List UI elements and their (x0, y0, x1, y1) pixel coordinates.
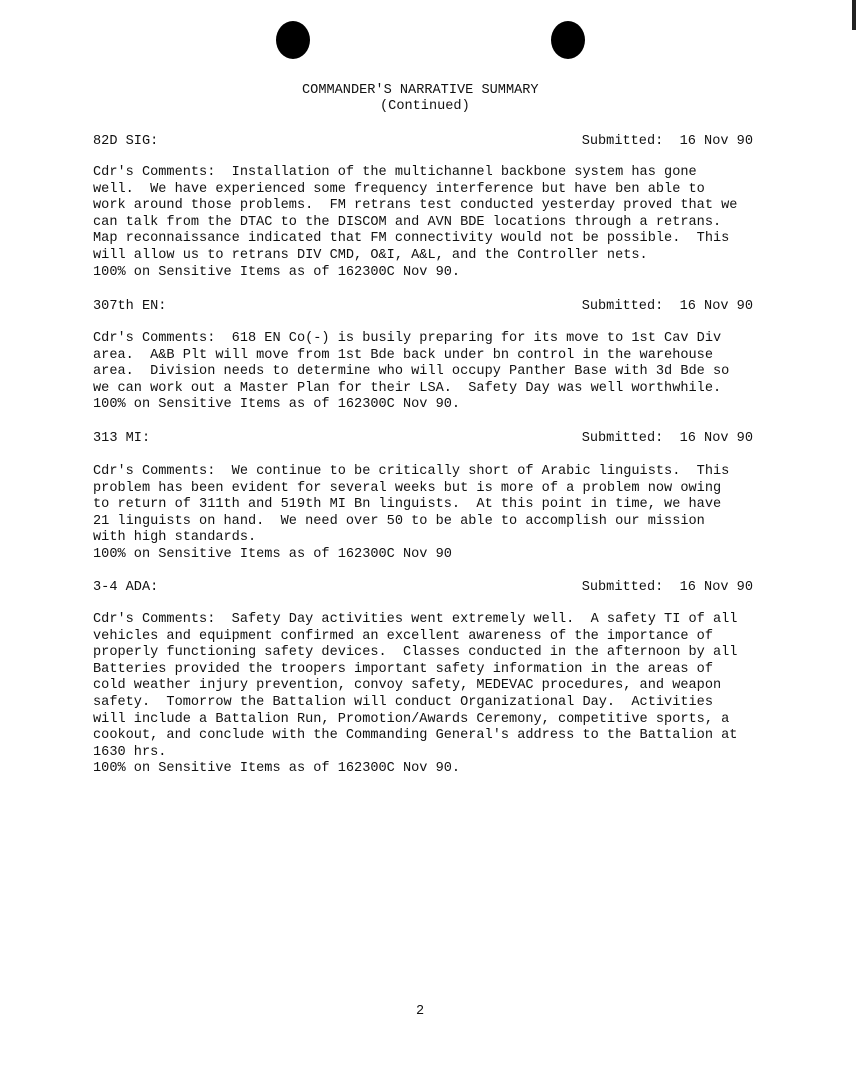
commander-comments (93, 612, 737, 778)
unit-name: 3-4 ADA: (93, 580, 159, 595)
unit-name: 313 MI: (93, 431, 151, 446)
comment-line: can talk from the DTAC to the DISCOM and AVN BDE locations through a retrans. (93, 214, 722, 230)
comment-line: cold weather injury prevention, convoy safety, MEDEVAC procedures, and weapon (93, 678, 722, 694)
comment-line: 100% on Sensitive Items as of 162300C Nov 90. (93, 397, 461, 413)
comment-line: vehicles and equipment confirmed an excellent awareness of the importance of (93, 628, 713, 644)
section-header (93, 431, 753, 446)
comment-line: safety. Tomorrow the Battalion will conduct Organizational Day. Activities (93, 694, 713, 710)
unit-name: 307th EN: (93, 299, 167, 314)
submitted-date: Submitted: 16 Nov 90 (581, 299, 753, 314)
comment-line: Cdr's Comments: Installation of the multichannel backbone system has gone (93, 165, 697, 180)
comment-line: Cdr's Comments: 618 EN Co(-) is busily preparing for its move to 1st Cav Div (93, 331, 722, 346)
document-subtitle: (Continued) (380, 99, 470, 114)
punch-hole-right (551, 21, 585, 59)
comment-line: work around those problems. FM retrans test conducted yesterday proved that we (93, 198, 738, 214)
comment-line: will allow us to retrans DIV CMD, O&I, A&L, and the Controller nets. (93, 247, 648, 263)
comment-line: to return of 311th and 519th MI Bn linguists. At this point in time, we have (93, 497, 722, 513)
comment-line: cookout, and conclude with the Commanding General's address to the Battalion at (93, 728, 738, 744)
commander-comments (93, 165, 737, 281)
comment-line: problem has been evident for several weeks but is more of a problem now owing (93, 480, 722, 496)
comment-line: Map reconnaissance indicated that FM connectivity would not be possible. This (93, 231, 730, 247)
section-header (93, 134, 753, 149)
comment-line: we can work out a Master Plan for their LSA. Safety Day was well worthwhile. (93, 380, 722, 396)
comment-line: 100% on Sensitive Items as of 162300C Nov 90. (93, 264, 461, 280)
comment-line: well. We have experienced some frequency interference but have ben able to (93, 181, 705, 197)
comment-line: Cdr's Comments: Safety Day activities went extremely well. A safety TI of all (93, 612, 738, 627)
comment-line: with high standards. (93, 530, 257, 546)
comment-line: properly functioning safety devices. Classes conducted in the afternoon by all (93, 645, 738, 661)
commander-comments (93, 464, 729, 564)
unit-name: 82D SIG: (93, 134, 159, 149)
comment-line: 21 linguists on hand. We need over 50 to be able to accomplish our mission (93, 513, 705, 529)
punch-hole-left (276, 21, 310, 59)
comment-line: 1630 hrs. (93, 744, 167, 760)
comment-line: 100% on Sensitive Items as of 162300C Nov 90 (93, 546, 452, 562)
commander-comments (93, 331, 729, 414)
comment-line: Batteries provided the troopers important safety information in the areas of (93, 661, 713, 677)
scan-edge (852, 0, 856, 1088)
comment-line: area. A&B Plt will move from 1st Bde back under bn control in the warehouse (93, 347, 713, 363)
section-header (93, 299, 753, 314)
comment-line: 100% on Sensitive Items as of 162300C Nov 90. (93, 761, 461, 777)
submitted-date: Submitted: 16 Nov 90 (581, 134, 753, 149)
comment-line: will include a Battalion Run, Promotion/Awards Ceremony, competitive sports, a (93, 711, 730, 727)
page-number: 2 (416, 1004, 425, 1019)
document-title: COMMANDER'S NARRATIVE SUMMARY (302, 83, 539, 98)
submitted-date: Submitted: 16 Nov 90 (581, 580, 753, 595)
submitted-date: Submitted: 16 Nov 90 (581, 431, 753, 446)
comment-line: area. Division needs to determine who will occupy Panther Base with 3d Bde so (93, 364, 730, 380)
comment-line: Cdr's Comments: We continue to be critically short of Arabic linguists. This (93, 464, 730, 479)
section-header (93, 580, 753, 595)
